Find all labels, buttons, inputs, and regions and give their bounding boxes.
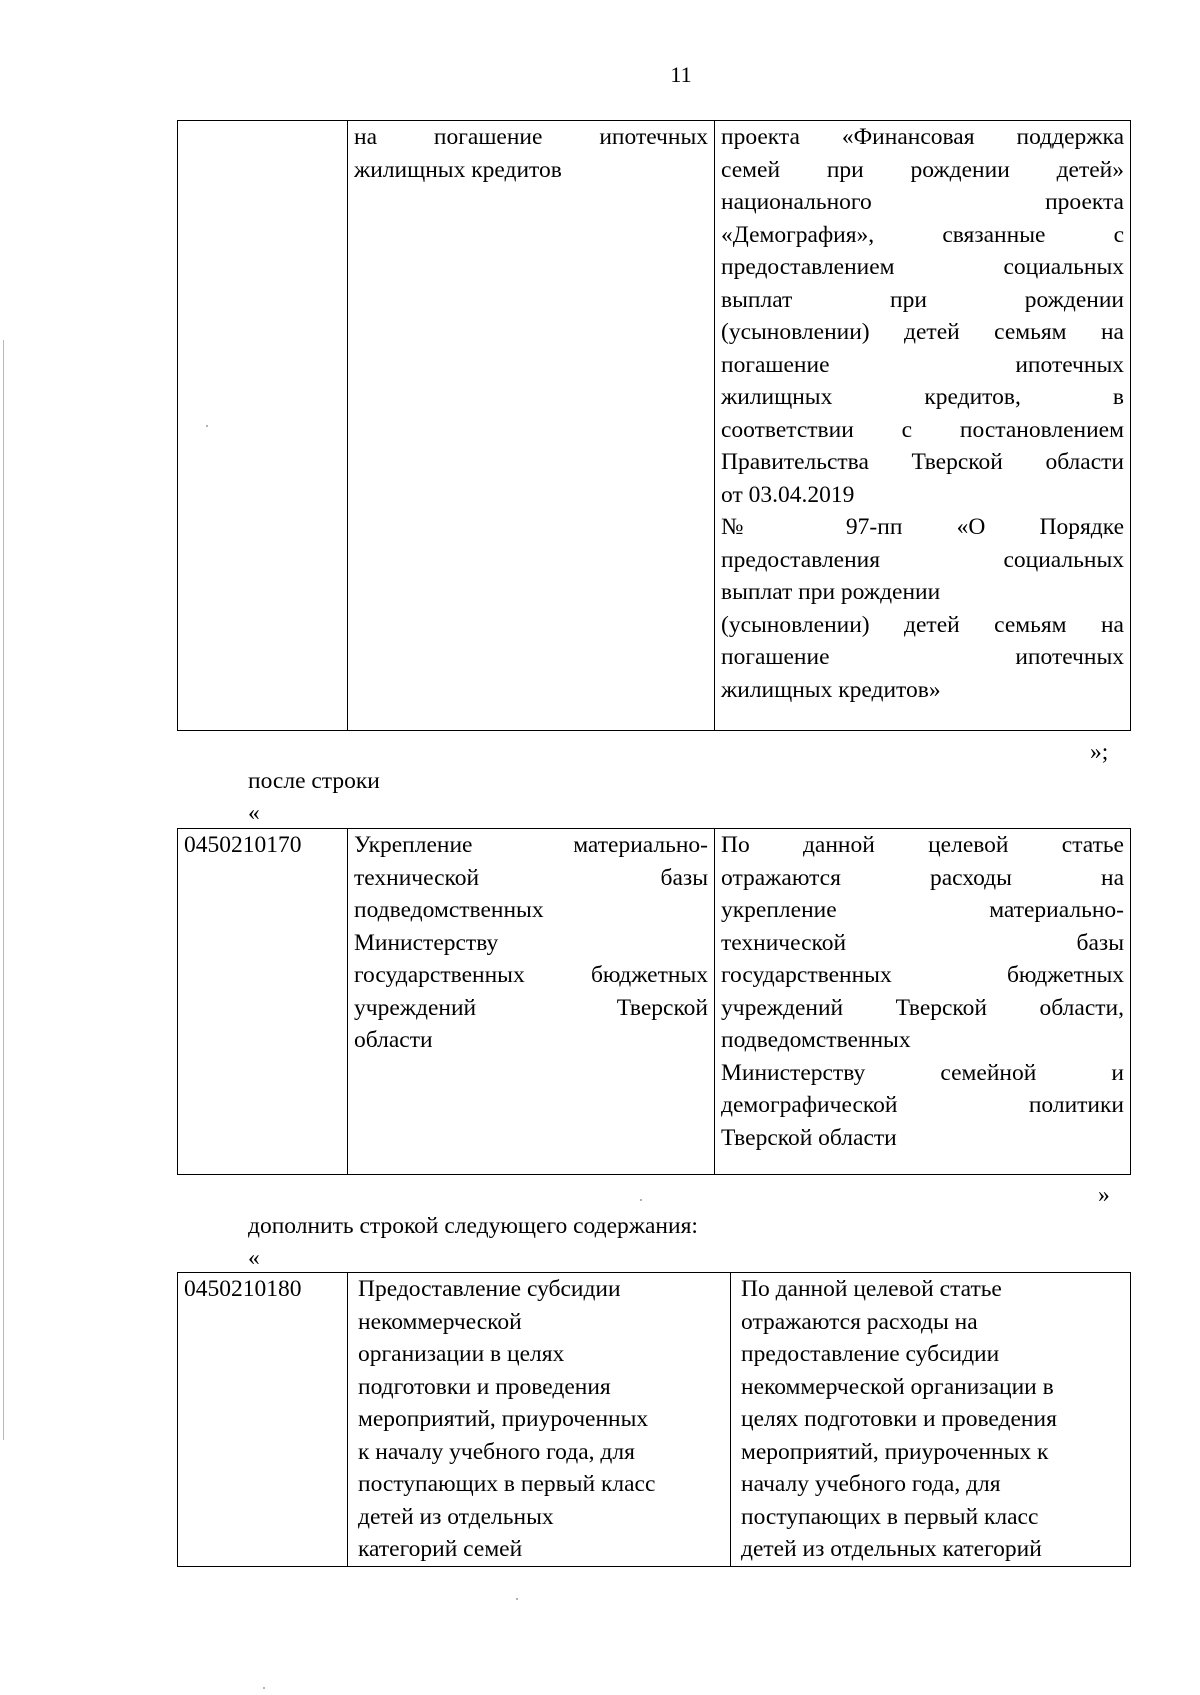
name-line: Укрепление материально- bbox=[354, 832, 708, 858]
description-line: проекта «Финансовая поддержка bbox=[721, 124, 1124, 150]
opening-quote: « bbox=[248, 1245, 260, 1271]
budget-code: 0450210180 bbox=[184, 1276, 302, 1302]
description-line: предоставление субсидии bbox=[741, 1341, 1000, 1367]
table-row bbox=[178, 1273, 1131, 1567]
description-line: (усыновлении) детей семьям на bbox=[721, 611, 1124, 638]
name-line: категорий семей bbox=[358, 1536, 523, 1562]
description-line: технической базы bbox=[721, 929, 1124, 956]
description-line: целях подготовки и проведения bbox=[741, 1406, 1057, 1432]
description-line: Министерству семейной и bbox=[721, 1059, 1124, 1086]
code-cell bbox=[178, 121, 348, 731]
after-row-text: после строки bbox=[248, 768, 380, 794]
name-line: организации в целях bbox=[358, 1341, 565, 1367]
description-line: отражаются расходы на bbox=[741, 1308, 978, 1335]
description-line: подведомственных bbox=[721, 1027, 911, 1053]
description-line: (усыновлении) детей семьям на bbox=[721, 319, 1124, 345]
page-number: 11 bbox=[670, 62, 692, 87]
scan-speck bbox=[640, 1199, 642, 1201]
opening-quote: « bbox=[248, 800, 260, 826]
description-line: поступающих в первый класс bbox=[741, 1503, 1039, 1530]
scan-speck bbox=[263, 1687, 265, 1689]
name-line: учреждений Тверской bbox=[354, 994, 708, 1021]
supplement-text: дополнить строкой следующего содержания: bbox=[248, 1213, 698, 1239]
table-new-row bbox=[177, 1272, 1131, 1567]
description-line: предоставления социальных bbox=[721, 546, 1124, 573]
scan-edge-line bbox=[3, 340, 4, 1440]
name-line: к началу учебного года, для bbox=[358, 1438, 635, 1465]
name-line: Министерству bbox=[354, 929, 499, 956]
description-line: выплат при рождении bbox=[721, 579, 941, 605]
description-line: семей при рождении детей» bbox=[721, 156, 1124, 183]
description-line: соответствии с постановлением bbox=[721, 416, 1124, 443]
scan-speck bbox=[206, 425, 208, 427]
closing-quote: » bbox=[1098, 1182, 1110, 1208]
description-line: № 97-пп «О Порядке bbox=[721, 514, 1124, 540]
name-line: поступающих в первый класс bbox=[358, 1471, 656, 1497]
name-line: подведомственных bbox=[354, 897, 544, 923]
name-cell bbox=[348, 829, 715, 1175]
description-line: жилищных кредитов, в bbox=[721, 384, 1124, 410]
description-line: укрепление материально- bbox=[721, 897, 1124, 923]
name-line: области bbox=[354, 1027, 433, 1053]
description-line: Тверской области bbox=[721, 1124, 897, 1151]
name-cell bbox=[348, 121, 715, 731]
description-line: некоммерческой организации в bbox=[741, 1373, 1054, 1400]
description-line: демографической политики bbox=[721, 1092, 1124, 1118]
name-line: Предоставление субсидии bbox=[358, 1276, 621, 1302]
description-line: началу учебного года, для bbox=[741, 1471, 1001, 1497]
table-existing-row bbox=[177, 828, 1131, 1175]
name-line: жилищных кредитов bbox=[354, 156, 562, 183]
name-line: на погашение ипотечных bbox=[354, 124, 708, 150]
budget-code: 0450210170 bbox=[184, 832, 302, 858]
code-cell bbox=[178, 1273, 348, 1567]
name-line: детей из отдельных bbox=[358, 1503, 554, 1530]
description-line: от 03.04.2019 bbox=[721, 481, 855, 508]
description-line: государственных бюджетных bbox=[721, 962, 1124, 988]
description-line: национального проекта bbox=[721, 189, 1124, 215]
description-line: учреждений Тверской области, bbox=[721, 994, 1124, 1021]
table-row bbox=[178, 121, 1131, 731]
name-cell bbox=[348, 1273, 731, 1567]
description-cell bbox=[715, 121, 1131, 731]
description-line: жилищных кредитов» bbox=[721, 676, 941, 703]
name-line: некоммерческой bbox=[358, 1308, 522, 1335]
code-cell bbox=[178, 829, 348, 1175]
description-line: предоставлением социальных bbox=[721, 254, 1124, 280]
name-line: государственных бюджетных bbox=[354, 962, 708, 988]
description-line: Правительства Тверской области bbox=[721, 449, 1124, 475]
description-line: «Демография», связанные с bbox=[721, 221, 1124, 248]
name-line: технической базы bbox=[354, 864, 708, 891]
description-line: погашение ипотечных bbox=[721, 644, 1124, 670]
description-line: По данной целевой статье bbox=[721, 832, 1124, 858]
description-line: выплат при рождении bbox=[721, 286, 1124, 313]
table-row bbox=[178, 829, 1131, 1175]
description-line: отражаются расходы на bbox=[721, 864, 1124, 891]
name-line: подготовки и проведения bbox=[358, 1373, 611, 1400]
description-cell bbox=[715, 829, 1131, 1175]
description-cell bbox=[731, 1273, 1131, 1567]
name-line: мероприятий, приуроченных bbox=[358, 1406, 649, 1432]
description-line: детей из отдельных категорий bbox=[741, 1536, 1042, 1562]
description-line: погашение ипотечных bbox=[721, 351, 1124, 378]
scan-speck bbox=[516, 1598, 518, 1600]
description-line: По данной целевой статье bbox=[741, 1276, 1002, 1302]
closing-quote: »; bbox=[1090, 739, 1109, 765]
table-continuation bbox=[177, 120, 1131, 731]
description-line: мероприятий, приуроченных к bbox=[741, 1438, 1049, 1465]
